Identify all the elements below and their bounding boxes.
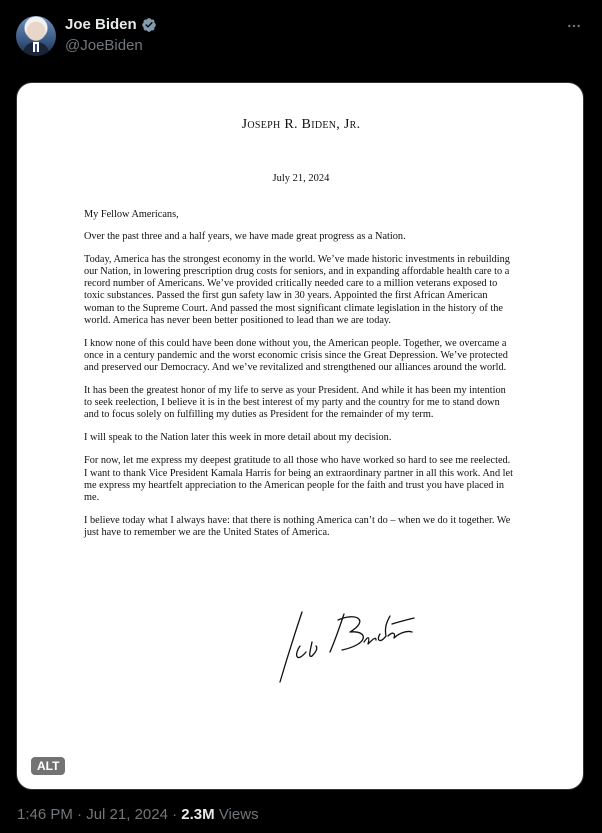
tweet-time[interactable]: 1:46 PM bbox=[17, 806, 73, 823]
letter-paragraph: I will speak to the Nation later this week in more detail about my decision. bbox=[84, 432, 392, 444]
tweet-date[interactable]: Jul 21, 2024 bbox=[86, 806, 168, 823]
letter-paragraph: Today, America has the strongest economy in the world. We’ve made historic investments in rebuilding our Nation, in lowering prescription drug costs for seniors, and in expanding affordable health care to a record number of Americans. We’ve provided critically needed care to a million veterans exposed to toxic substances. Passed the first gun safety law in 30 years. Appointed the first African American woman to the Supreme Court. And passed the most significant climate legislation in the history of the world. America has never been better positioned to lead than we are today. bbox=[84, 254, 510, 326]
letter-paragraph: Over the past three and a half years, we have made great progress as a Nation. bbox=[84, 231, 406, 243]
tweet-media-image[interactable] bbox=[16, 82, 584, 790]
letter-paragraph: It has been the greatest honor of my life to serve as your President. And while it has been my intention to seek reelection, I believe it is in the best interest of my party and the country for me to stand down and to focus solely on fulfilling my duties as President for the remainder of my term. bbox=[84, 385, 506, 421]
letterhead: Joseph R. Biden, Jr. bbox=[241, 117, 361, 132]
avatar[interactable] bbox=[16, 16, 56, 56]
avatar-tie bbox=[35, 44, 37, 52]
meta-separator: · bbox=[72, 806, 87, 823]
verified-badge-icon bbox=[141, 17, 157, 33]
views-count: 2.3M bbox=[181, 806, 215, 823]
handwritten-signature bbox=[272, 606, 422, 688]
display-name[interactable]: Joe Biden bbox=[65, 16, 137, 33]
letter-body bbox=[84, 209, 516, 550]
letter-paragraph: I believe today what I always have: that there is nothing America can’t do – when we do it together. We just have to remember we are the United States of America. bbox=[84, 514, 511, 538]
letter-salutation: My Fellow Americans, bbox=[84, 209, 179, 220]
alt-text-badge[interactable]: ALT bbox=[31, 757, 65, 775]
tweet-header bbox=[16, 14, 586, 58]
letter-date: July 21, 2024 bbox=[272, 173, 330, 184]
views-label: Views bbox=[214, 806, 259, 823]
tweet-meta bbox=[17, 806, 259, 823]
meta-separator: · bbox=[167, 806, 182, 823]
name-row bbox=[65, 16, 157, 33]
letter-paragraph: I know none of this could have been done without you, the American people. Together, we overcame a once in a century pandemic and the worst economic crisis since the Great Depression. We’ve protected and preserved our Democracy. And we’ve revitalized and strengthened our alliances around the world. bbox=[84, 337, 508, 373]
letter-document bbox=[17, 83, 584, 790]
more-horizontal-icon[interactable] bbox=[564, 16, 584, 36]
letter-paragraph: For now, let me express my deepest gratitude to all those who have worked so hard to see me reelected. I want to thank Vice President Kamala Harris for being an extraordinary partner in all this work. And let me express my heartfelt appreciation to the American people for the faith and trust you have placed in me. bbox=[84, 455, 513, 503]
handle[interactable]: @JoeBiden bbox=[65, 37, 143, 54]
